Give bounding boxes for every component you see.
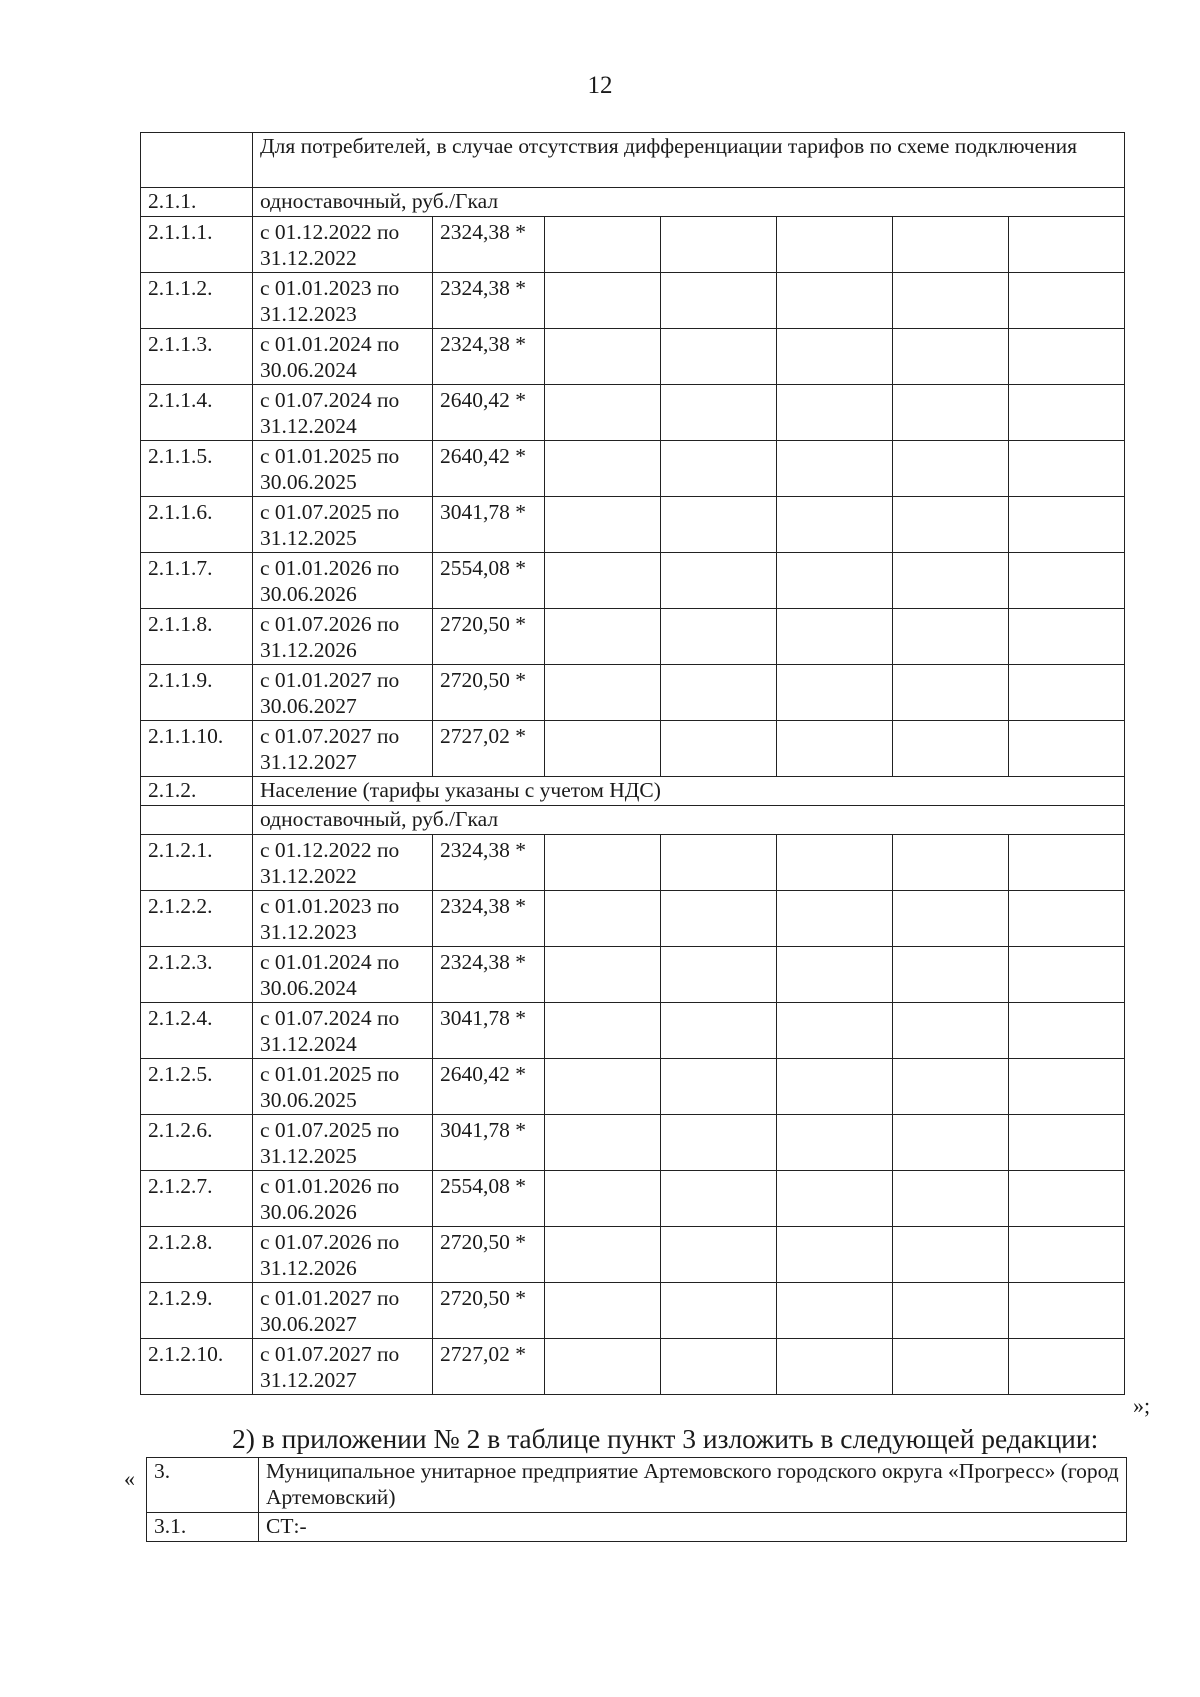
table-row: [141, 1339, 1125, 1395]
empty-cell: [545, 329, 661, 385]
row-number: 2.1.2.2.: [141, 891, 253, 947]
empty-cell: [545, 1115, 661, 1171]
empty-cell: [1009, 1171, 1125, 1227]
row-number: 2.1.2.6.: [141, 1115, 253, 1171]
empty-cell: [777, 1059, 893, 1115]
empty-cell: [545, 441, 661, 497]
empty-cell: [1009, 1227, 1125, 1283]
empty-cell: [661, 609, 777, 665]
row-number: 2.1.2.1.: [141, 835, 253, 891]
enterprise-table: [146, 1457, 1127, 1542]
empty-cell: [893, 609, 1009, 665]
period-cell: с 01.07.2025 по 31.12.2025: [253, 1115, 433, 1171]
empty-cell: [777, 273, 893, 329]
empty-cell: [545, 721, 661, 777]
empty-cell: [1009, 891, 1125, 947]
empty-cell: [545, 947, 661, 1003]
table-row: [141, 1059, 1125, 1115]
empty-cell: [893, 835, 1009, 891]
empty-cell: [545, 273, 661, 329]
empty-cell: [1009, 553, 1125, 609]
empty-cell: [1009, 217, 1125, 273]
empty-cell: [661, 1003, 777, 1059]
empty-cell: [777, 441, 893, 497]
empty-cell: [661, 1171, 777, 1227]
table-row: [141, 1227, 1125, 1283]
tariff-value: 2720,50 *: [433, 1227, 545, 1283]
table-row: [141, 497, 1125, 553]
table-row: [141, 721, 1125, 777]
tariff-value: 2324,38 *: [433, 891, 545, 947]
tariff-value: 3041,78 *: [433, 497, 545, 553]
empty-cell: [1009, 497, 1125, 553]
period-cell: с 01.01.2027 по 30.06.2027: [253, 1283, 433, 1339]
empty-cell: [1009, 1283, 1125, 1339]
empty-cell: [141, 806, 253, 835]
empty-cell: [661, 385, 777, 441]
page-number: 12: [587, 72, 613, 99]
empty-cell: [893, 1059, 1009, 1115]
header-empty-cell: [141, 133, 253, 188]
empty-cell: [777, 497, 893, 553]
empty-cell: [661, 721, 777, 777]
empty-cell: [545, 609, 661, 665]
empty-cell: [893, 1339, 1009, 1395]
table-row: [141, 217, 1125, 273]
table-row: [141, 1003, 1125, 1059]
amendment-paragraph: 2) в приложении № 2 в таблице пункт 3 изложить в следующей редакции:: [232, 1423, 1099, 1454]
empty-cell: [893, 1003, 1009, 1059]
table-row: [141, 273, 1125, 329]
row-number: 2.1.1.9.: [141, 665, 253, 721]
table-row: [141, 891, 1125, 947]
empty-cell: [777, 891, 893, 947]
section-label: Население (тарифы указаны с учетом НДС): [253, 777, 1125, 806]
table-row: [147, 1458, 1127, 1513]
tariff-value: 2324,38 *: [433, 835, 545, 891]
tariff-value: 2554,08 *: [433, 1171, 545, 1227]
empty-cell: [545, 1171, 661, 1227]
opening-quote: «: [124, 1466, 135, 1491]
empty-cell: [1009, 665, 1125, 721]
period-cell: с 01.12.2022 по 31.12.2022: [253, 835, 433, 891]
empty-cell: [893, 665, 1009, 721]
table-row: [141, 1115, 1125, 1171]
empty-cell: [661, 1283, 777, 1339]
tariff-value: 2640,42 *: [433, 441, 545, 497]
empty-cell: [893, 1283, 1009, 1339]
section-number: 2.1.1.: [141, 188, 253, 217]
empty-cell: [893, 947, 1009, 1003]
empty-cell: [1009, 1115, 1125, 1171]
empty-cell: [661, 1059, 777, 1115]
period-cell: с 01.01.2023 по 31.12.2023: [253, 891, 433, 947]
table-row: [141, 665, 1125, 721]
row-number: 2.1.1.7.: [141, 553, 253, 609]
section-number: 2.1.2.: [141, 777, 253, 806]
tariff-value: 2720,50 *: [433, 665, 545, 721]
subsection-row: [141, 806, 1125, 835]
empty-cell: [545, 385, 661, 441]
tariff-value: 2720,50 *: [433, 1283, 545, 1339]
period-cell: с 01.01.2023 по 31.12.2023: [253, 273, 433, 329]
row-number: 2.1.1.5.: [141, 441, 253, 497]
empty-cell: [893, 1115, 1009, 1171]
row-number: 2.1.2.3.: [141, 947, 253, 1003]
table-row: [141, 441, 1125, 497]
empty-cell: [661, 1339, 777, 1395]
empty-cell: [893, 497, 1009, 553]
empty-cell: [777, 1171, 893, 1227]
period-cell: с 01.01.2025 по 30.06.2025: [253, 441, 433, 497]
empty-cell: [777, 1115, 893, 1171]
tariff-value: 2720,50 *: [433, 609, 545, 665]
row-number: 2.1.1.10.: [141, 721, 253, 777]
empty-cell: [661, 329, 777, 385]
empty-cell: [893, 721, 1009, 777]
empty-cell: [545, 665, 661, 721]
empty-cell: [893, 329, 1009, 385]
empty-cell: [893, 217, 1009, 273]
section-label: одноставочный, руб./Гкал: [253, 188, 1125, 217]
table-row: [147, 1513, 1127, 1542]
empty-cell: [893, 1171, 1009, 1227]
tariff-value: 2727,02 *: [433, 721, 545, 777]
tariff-value: 2727,02 *: [433, 1339, 545, 1395]
section-row: [141, 777, 1125, 806]
tariff-value: 2554,08 *: [433, 553, 545, 609]
period-cell: с 01.01.2026 по 30.06.2026: [253, 553, 433, 609]
closing-quote: »;: [1133, 1393, 1151, 1418]
row-number: 2.1.1.3.: [141, 329, 253, 385]
row-number: 3.: [147, 1458, 259, 1513]
empty-cell: [777, 1339, 893, 1395]
empty-cell: [777, 385, 893, 441]
row-text: СТ:-: [259, 1513, 1127, 1542]
table-row: [141, 609, 1125, 665]
empty-cell: [661, 947, 777, 1003]
empty-cell: [661, 497, 777, 553]
enterprise-name: Муниципальное унитарное предприятие Артемовского городского округа «Прогресс» (город Артемовский): [259, 1458, 1127, 1513]
empty-cell: [777, 947, 893, 1003]
empty-cell: [661, 273, 777, 329]
period-cell: с 01.07.2026 по 31.12.2026: [253, 609, 433, 665]
row-number: 2.1.1.6.: [141, 497, 253, 553]
tariff-value: 2324,38 *: [433, 947, 545, 1003]
empty-cell: [893, 385, 1009, 441]
empty-cell: [777, 329, 893, 385]
empty-cell: [893, 553, 1009, 609]
empty-cell: [893, 1227, 1009, 1283]
tariff-value: 2324,38 *: [433, 329, 545, 385]
row-number: 2.1.2.8.: [141, 1227, 253, 1283]
period-cell: с 01.07.2024 по 31.12.2024: [253, 385, 433, 441]
empty-cell: [545, 835, 661, 891]
tariff-value: 2324,38 *: [433, 217, 545, 273]
empty-cell: [661, 891, 777, 947]
row-number: 2.1.1.8.: [141, 609, 253, 665]
empty-cell: [661, 1227, 777, 1283]
row-number: 2.1.1.4.: [141, 385, 253, 441]
period-cell: с 01.07.2027 по 31.12.2027: [253, 721, 433, 777]
empty-cell: [661, 665, 777, 721]
row-number: 2.1.2.7.: [141, 1171, 253, 1227]
empty-cell: [1009, 721, 1125, 777]
empty-cell: [1009, 1003, 1125, 1059]
empty-cell: [1009, 1059, 1125, 1115]
empty-cell: [1009, 273, 1125, 329]
period-cell: с 01.01.2024 по 30.06.2024: [253, 329, 433, 385]
empty-cell: [777, 609, 893, 665]
tariff-value: 3041,78 *: [433, 1115, 545, 1171]
empty-cell: [777, 1283, 893, 1339]
empty-cell: [777, 835, 893, 891]
row-number: 2.1.1.1.: [141, 217, 253, 273]
period-cell: с 01.01.2024 по 30.06.2024: [253, 947, 433, 1003]
empty-cell: [777, 217, 893, 273]
empty-cell: [1009, 1339, 1125, 1395]
table-header-row: [141, 133, 1125, 188]
tariff-value: 3041,78 *: [433, 1003, 545, 1059]
empty-cell: [661, 441, 777, 497]
table-row: [141, 1283, 1125, 1339]
empty-cell: [1009, 385, 1125, 441]
empty-cell: [661, 553, 777, 609]
empty-cell: [1009, 947, 1125, 1003]
empty-cell: [545, 1059, 661, 1115]
empty-cell: [545, 1227, 661, 1283]
empty-cell: [545, 553, 661, 609]
subsection-label: одноставочный, руб./Гкал: [253, 806, 1125, 835]
table-row: [141, 553, 1125, 609]
table-row: [141, 947, 1125, 1003]
empty-cell: [661, 835, 777, 891]
table-row: [141, 329, 1125, 385]
row-number: 2.1.2.9.: [141, 1283, 253, 1339]
empty-cell: [545, 217, 661, 273]
period-cell: с 01.07.2024 по 31.12.2024: [253, 1003, 433, 1059]
empty-cell: [893, 273, 1009, 329]
period-cell: с 01.12.2022 по 31.12.2022: [253, 217, 433, 273]
empty-cell: [1009, 835, 1125, 891]
empty-cell: [893, 441, 1009, 497]
empty-cell: [661, 217, 777, 273]
period-cell: с 01.01.2026 по 30.06.2026: [253, 1171, 433, 1227]
row-number: 2.1.2.5.: [141, 1059, 253, 1115]
row-number: 2.1.2.4.: [141, 1003, 253, 1059]
empty-cell: [777, 665, 893, 721]
section-row: [141, 188, 1125, 217]
period-cell: с 01.07.2026 по 31.12.2026: [253, 1227, 433, 1283]
empty-cell: [545, 891, 661, 947]
tariff-value: 2324,38 *: [433, 273, 545, 329]
period-cell: с 01.07.2025 по 31.12.2025: [253, 497, 433, 553]
empty-cell: [1009, 609, 1125, 665]
empty-cell: [893, 891, 1009, 947]
tariff-table: [140, 132, 1125, 1395]
empty-cell: [777, 553, 893, 609]
row-number: 2.1.2.10.: [141, 1339, 253, 1395]
empty-cell: [545, 1339, 661, 1395]
table-row: [141, 385, 1125, 441]
table-row: [141, 1171, 1125, 1227]
empty-cell: [1009, 329, 1125, 385]
period-cell: с 01.07.2027 по 31.12.2027: [253, 1339, 433, 1395]
empty-cell: [777, 1227, 893, 1283]
row-number: 2.1.1.2.: [141, 273, 253, 329]
tariff-value: 2640,42 *: [433, 385, 545, 441]
table-row: [141, 835, 1125, 891]
row-number: 3.1.: [147, 1513, 259, 1542]
empty-cell: [545, 1283, 661, 1339]
period-cell: с 01.01.2025 по 30.06.2025: [253, 1059, 433, 1115]
empty-cell: [1009, 441, 1125, 497]
empty-cell: [545, 497, 661, 553]
empty-cell: [777, 721, 893, 777]
tariff-value: 2640,42 *: [433, 1059, 545, 1115]
period-cell: с 01.01.2027 по 30.06.2027: [253, 665, 433, 721]
empty-cell: [777, 1003, 893, 1059]
header-text: Для потребителей, в случае отсутствия дифференциации тарифов по схеме подключения: [253, 133, 1125, 188]
empty-cell: [545, 1003, 661, 1059]
empty-cell: [661, 1115, 777, 1171]
